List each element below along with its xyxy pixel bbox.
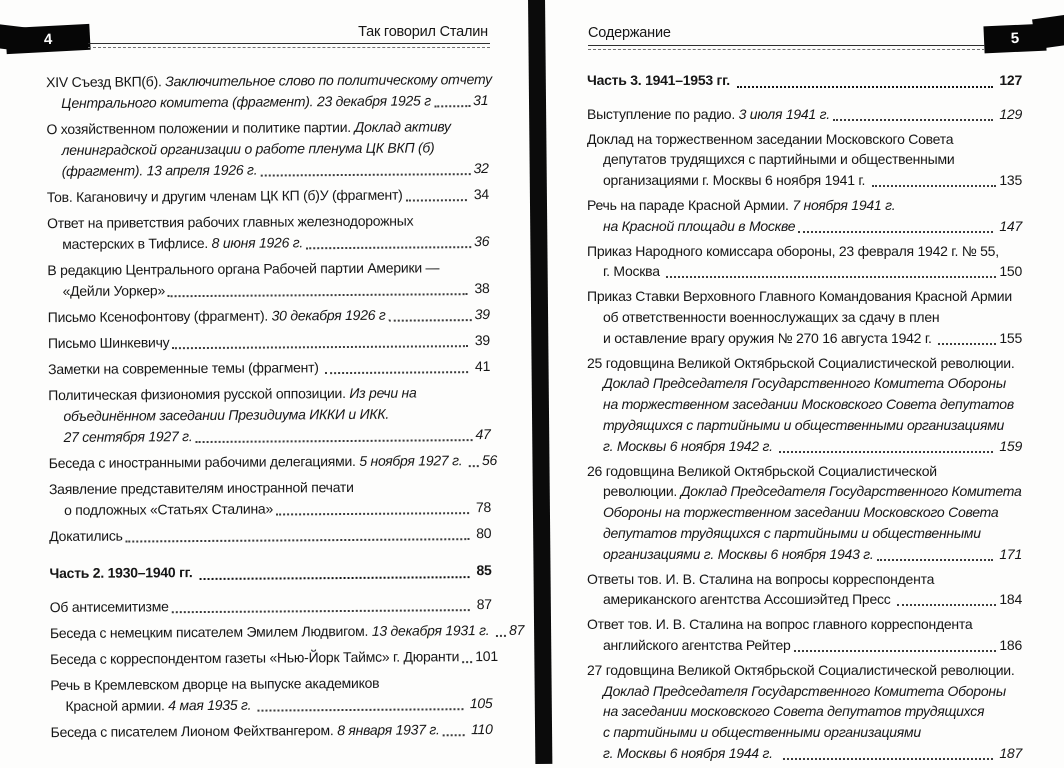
toc-text-segment: 13 декабря 1931 г. <box>371 621 494 639</box>
toc-line <box>48 330 490 354</box>
page-number-left: 4 <box>43 30 53 48</box>
toc-text-segment: Доклад на торжественном заседании Московского Совета <box>587 130 954 147</box>
toc-line <box>47 231 489 255</box>
toc-line <box>47 184 489 208</box>
dotted-leader <box>126 538 470 542</box>
toc-text-segment: на торжественном заседании Московского Совета депутатов <box>603 396 1014 413</box>
toc-page-number: 184 <box>999 591 1022 608</box>
toc-line <box>587 170 1022 191</box>
dotted-leader <box>434 105 470 107</box>
toc-text-segment: г. Москвы 6 ноября 1942 г. <box>603 437 777 454</box>
toc-text-segment: Из речи на <box>349 384 417 401</box>
dotted-leader <box>306 246 471 249</box>
toc-line <box>587 722 1022 743</box>
toc-line <box>587 286 1022 307</box>
toc-line <box>587 436 1022 457</box>
toc-text-segment: 25 годовщина Великой Октябрьской Социалистической революции. <box>587 354 1015 371</box>
toc-text-segment: 8 июня 1926 г. <box>211 234 304 251</box>
running-header-right: Содержание <box>588 25 671 41</box>
toc-line <box>587 660 1022 681</box>
toc-text-segment: 3 июля 1941 г. <box>738 105 830 122</box>
dotted-leader <box>794 650 997 652</box>
dotted-leader <box>779 451 992 453</box>
toc-text-segment: Беседа с иностранными рабочими делегациями. <box>48 452 360 472</box>
toc-text-segment: 26 годовщина Великой Октябрьской Социалистической <box>587 462 937 479</box>
toc-line <box>587 481 1022 502</box>
toc-text-segment: организациями г. Москвы 6 ноября 1941 г. <box>603 172 869 189</box>
toc-line <box>587 502 1022 523</box>
toc-text-segment: Обороны на торжественном заседании Московского Совета <box>603 504 999 521</box>
toc-text-segment: Доклад Председателя Государственного Комитета <box>680 483 1022 500</box>
toc-line <box>587 461 1022 482</box>
toc-entry <box>47 210 489 255</box>
toc-page-number: 87 <box>472 595 492 613</box>
toc-line <box>587 241 1022 262</box>
toc-text-segment: мастерских в Тифлисе. <box>62 234 212 252</box>
dotted-leader <box>168 293 468 297</box>
toc-page-number: 39 <box>471 331 490 349</box>
toc-text-segment: Доклад Председателя Государственного Комитета Обороны <box>603 682 1006 699</box>
toc-line <box>587 523 1022 544</box>
toc-line <box>49 523 491 547</box>
toc-text-segment: Заявление представителям иностранной печати <box>48 478 354 498</box>
header-rule-left <box>88 43 490 48</box>
toc-text-segment: г. Москва <box>603 263 664 280</box>
toc-line <box>51 719 493 743</box>
toc-text-segment: Часть 3. 1941–1953 гг. <box>587 72 734 88</box>
toc-text-segment: 30 декабря 1926 г <box>271 306 386 324</box>
toc-line <box>587 149 1022 170</box>
toc-page-number: 87 <box>508 621 525 638</box>
toc-page-number: 171 <box>995 545 1022 562</box>
toc-entry <box>587 353 1022 457</box>
toc-text-segment: 27 годовщина Великой Октябрьской Социалистической революции. <box>587 661 1015 678</box>
toc-line <box>47 257 489 281</box>
toc-line <box>47 278 489 302</box>
dotted-leader <box>258 708 463 711</box>
toc-text-segment: Часть 2. 1930–1940 гг. <box>49 564 197 582</box>
toc-page-number: 135 <box>999 172 1022 189</box>
page-number-right: 5 <box>1010 29 1020 48</box>
toc-line <box>587 415 1022 436</box>
dotted-leader <box>897 604 996 606</box>
toc-line <box>587 129 1022 150</box>
dotted-leader <box>260 173 470 176</box>
toc-line <box>587 104 1022 125</box>
dotted-leader <box>737 86 993 88</box>
toc-page-number: 127 <box>995 72 1022 88</box>
toc-page-number: 38 <box>470 279 490 297</box>
dotted-leader <box>325 371 468 374</box>
toc-line <box>587 614 1022 635</box>
toc-text-segment: Письмо Ксенофонтову (фрагмент). <box>47 307 272 326</box>
toc-page-number: 159 <box>995 437 1022 454</box>
toc-page-number: 105 <box>466 694 493 712</box>
toc-text-segment: Политическая физиономия русской оппозиции. <box>48 384 350 404</box>
toc-text-segment: В редакцию Центрального органа Рабочей партии Америки — <box>47 259 440 279</box>
toc-text-segment: Письмо Шинкевичу <box>47 334 170 352</box>
toc-line <box>48 450 498 474</box>
toc-entry <box>48 382 490 448</box>
dotted-leader <box>938 343 996 345</box>
dotted-leader <box>469 465 479 467</box>
toc-text-segment: Заключительное слово по политическому отчету <box>165 70 492 90</box>
toc-page-number: 147 <box>995 217 1022 234</box>
dotted-leader <box>172 345 468 349</box>
toc-entry <box>587 286 1022 348</box>
toc-text-segment: Об антисемитизме <box>49 598 169 616</box>
toc-text-segment: «Дейли Уоркер» <box>62 282 166 299</box>
toc-text-segment: Красной армии. <box>65 697 169 714</box>
dotted-leader <box>172 609 470 613</box>
toc-page-number: 41 <box>471 357 491 375</box>
toc-line <box>587 635 1022 656</box>
toc-entry <box>47 184 489 208</box>
dotted-leader <box>872 185 997 187</box>
toc-page-number: 150 <box>999 263 1022 280</box>
toc-line <box>587 353 1022 374</box>
toc-text-segment: депутатов трудящихся с партийными и общественными <box>603 151 955 168</box>
toc-line <box>587 216 1022 237</box>
toc-text-segment: Доклад активу <box>354 118 451 135</box>
toc-text-segment: Беседа с писателем Лионом Фейхтвангером. <box>50 722 338 741</box>
toc-line <box>50 646 498 670</box>
toc-text-segment: Заметки на современные темы (фрагмент) <box>48 359 323 378</box>
toc-right-column <box>587 70 1022 768</box>
toc-text-segment: Речь в Кремлевском дворце на выпуске академиков <box>50 674 380 694</box>
dotted-leader <box>443 734 465 736</box>
toc-page-number: 31 <box>473 91 489 109</box>
toc-line <box>49 620 525 644</box>
toc-entry <box>587 614 1022 656</box>
toc-entry <box>46 116 488 182</box>
toc-entry <box>48 330 490 354</box>
toc-entry <box>47 257 489 302</box>
toc-entry <box>48 450 498 474</box>
toc-entry <box>49 620 525 644</box>
toc-entry <box>587 569 1022 611</box>
toc-text-segment: Доклад Председателя Государственного Комитета Обороны <box>603 375 1006 392</box>
toc-line <box>587 261 1022 282</box>
toc-page-number: 34 <box>470 185 489 203</box>
toc-text-segment: ленинградской организации о работе пленума ЦК ВКП (б) <box>61 139 435 158</box>
toc-section <box>587 70 1022 91</box>
toc-line <box>587 544 1022 565</box>
toc-entry <box>587 129 1022 191</box>
toc-line <box>587 373 1022 394</box>
running-header-left: Так говорил Сталин <box>358 24 488 40</box>
dotted-leader <box>195 439 472 443</box>
toc-line <box>50 594 492 618</box>
dotted-leader <box>783 758 993 760</box>
toc-entry <box>587 241 1022 283</box>
toc-line <box>587 589 1022 610</box>
toc-line <box>46 137 488 161</box>
toc-line <box>587 743 1022 764</box>
toc-line <box>587 701 1022 722</box>
toc-line <box>587 681 1022 702</box>
toc-line <box>587 569 1022 590</box>
toc-entry <box>587 104 1022 125</box>
toc-line <box>46 90 488 114</box>
page-gutter-shadow <box>528 0 552 764</box>
toc-line <box>49 497 491 521</box>
toc-entry <box>48 356 490 380</box>
toc-line <box>48 356 490 380</box>
toc-text-segment: Приказ Ставки Верховного Главного Командования Красной Армии <box>587 288 1012 305</box>
toc-text-segment: о подложных «Статьях Сталина» <box>64 500 274 518</box>
toc-text-segment: г. Москвы 6 ноября 1944 г. <box>603 744 781 761</box>
toc-text-segment: XIV Съезд ВКП(б). <box>46 73 166 91</box>
toc-text-segment: Ответ тов. И. В. Сталина на вопрос главного корреспондента <box>587 616 973 633</box>
toc-text-segment: на заседании московского Совета депутатов трудящихся <box>603 703 985 720</box>
toc-line <box>48 304 490 328</box>
toc-text-segment: 7 ноября 1941 г. <box>792 196 896 213</box>
toc-text-segment: об ответственности военнослужащих за сдачу в плен <box>603 308 940 325</box>
toc-line <box>50 693 492 717</box>
toc-entry <box>587 195 1022 237</box>
dotted-leader <box>496 635 506 637</box>
toc-page-number: 186 <box>999 636 1022 653</box>
toc-text-segment: Приказ Народного комиссара обороны, 23 февраля 1942 г. № 55, <box>587 242 999 259</box>
toc-line <box>587 195 1022 216</box>
toc-entry <box>49 476 491 521</box>
toc-entry <box>46 69 492 114</box>
toc-page-number: 187 <box>995 744 1022 761</box>
toc-text-segment: английского агентства Рейтер <box>603 636 791 653</box>
toc-text-segment: трудящихся с партийными и общественными организациями <box>603 416 1005 433</box>
toc-page-number: 101 <box>475 647 498 665</box>
toc-page-number: 32 <box>473 159 489 177</box>
toc-text-segment: Ответы тов. И. В. Сталина на вопросы корреспондента <box>587 570 935 587</box>
toc-text-segment: организациями г. Москвы 6 ноября 1943 г. <box>603 545 874 562</box>
toc-page-number: 78 <box>472 498 492 516</box>
toc-page-number: 47 <box>475 425 491 443</box>
dotted-leader <box>666 276 996 278</box>
dotted-leader <box>389 319 472 322</box>
toc-text-segment: Тов. Кагановичу и другим членам ЦК КП (б)У (фрагмент) <box>46 186 403 206</box>
toc-text-segment: на Красной площади в Москве <box>603 217 796 234</box>
toc-text-segment: революции. <box>603 483 681 500</box>
toc-text-segment: Докатились <box>49 527 123 545</box>
toc-entry <box>49 523 491 547</box>
toc-text-segment: и оставление врагу оружия № 270 16 августа 1942 г. <box>603 329 936 346</box>
toc-line <box>47 158 489 182</box>
toc-text-segment: Речь на параде Красной Армии. <box>587 196 793 213</box>
toc-page-number: 85 <box>472 561 492 579</box>
toc-text-segment: Ответ на приветствия рабочих главных железнодорожных <box>47 212 414 232</box>
toc-line <box>48 424 490 448</box>
dotted-leader <box>199 576 470 580</box>
toc-line <box>49 560 491 584</box>
dotted-leader <box>406 199 468 201</box>
toc-text-segment: Беседа с немецким писателем Эмилем Людвигом. <box>49 622 372 642</box>
toc-line <box>587 70 1022 91</box>
toc-text-segment: депутатов трудящихся с партийными и общественными <box>603 524 981 541</box>
toc-text-segment: Беседа с корреспондентом газеты «Нью-Йорк Таймс» г. Дюранти <box>50 648 460 668</box>
toc-text-segment: 4 мая 1935 г. <box>168 696 255 714</box>
toc-page-number: 129 <box>995 105 1022 122</box>
toc-text-segment: с партийными и общественными организациями <box>603 724 921 741</box>
dotted-leader <box>833 119 993 121</box>
toc-entry <box>50 672 492 717</box>
toc-text-segment: 8 января 1937 г. <box>337 721 440 739</box>
dotted-leader <box>276 512 469 515</box>
dotted-leader <box>877 559 993 561</box>
toc-text-segment: О хозяйственном положении и политике партии. <box>46 118 355 138</box>
toc-line <box>587 307 1022 328</box>
toc-page-number: 39 <box>474 305 490 323</box>
toc-text-segment: (фрагмент). 13 апреля 1926 г. <box>61 161 258 179</box>
toc-line <box>587 328 1022 349</box>
toc-page-number: 56 <box>481 451 498 469</box>
toc-entry <box>50 646 498 670</box>
toc-page-number: 80 <box>472 524 492 542</box>
toc-section <box>49 560 491 584</box>
toc-text-segment: 5 ноября 1927 г. <box>359 452 467 469</box>
toc-line <box>587 394 1022 415</box>
toc-page-number: 110 <box>467 720 493 738</box>
header-rule-right <box>588 45 985 50</box>
toc-text-segment: Центрального комитета (фрагмент). 23 декабря 1925 г <box>61 92 431 111</box>
toc-entry <box>587 660 1022 764</box>
dotted-leader <box>462 661 472 663</box>
toc-text-segment: 27 сентября 1927 г. <box>63 428 193 445</box>
toc-left-column <box>46 69 525 748</box>
toc-entry <box>51 719 493 743</box>
toc-entry <box>50 594 492 618</box>
toc-text-segment: Выступление по радио. <box>587 105 739 122</box>
toc-text-segment: объединённом заседании Президиума ИККИ и ИКК. <box>63 405 390 424</box>
toc-page-number: 36 <box>474 232 490 250</box>
page-number-tab-right <box>983 24 1046 54</box>
toc-text-segment: американского агентства Ассошиэйтед Пресс <box>603 591 895 608</box>
toc-entry <box>48 304 490 328</box>
toc-entry <box>587 461 1022 565</box>
toc-page-number: 155 <box>999 329 1022 346</box>
dotted-leader <box>798 231 992 233</box>
